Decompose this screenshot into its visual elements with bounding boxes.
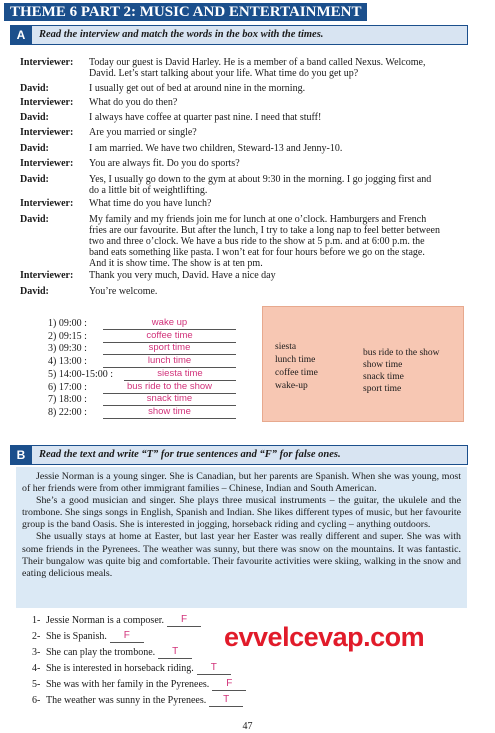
statement-answer: F xyxy=(180,614,188,625)
speech-line: two and three o’clock. We have a bus ride to the show at 5 p.m. and at 6:00 p.m. the xyxy=(89,236,425,247)
section-a-letter: A xyxy=(10,25,32,45)
speech-line: fries are our favourite. But after the lunch, I try to take a long nap to feel better between xyxy=(89,225,440,236)
statement-answer: T xyxy=(223,694,230,705)
match-row xyxy=(48,382,248,394)
speaker-label: David: xyxy=(20,143,49,154)
statement-text: The weather was sunny in the Pyrenees. xyxy=(46,695,207,706)
word-box-item: siesta xyxy=(275,342,297,352)
statement-number: 5- xyxy=(32,679,41,690)
speaker-label: Interviewer: xyxy=(20,97,74,108)
match-answer: show time xyxy=(148,405,191,417)
speech-line: I usually get out of bed at around nine in the morning. xyxy=(89,83,306,94)
speech-line: What time do you have lunch? xyxy=(89,198,212,209)
speech-line: Are you married or single? xyxy=(89,127,197,138)
match-answer: bus ride to the show xyxy=(126,380,213,392)
statement-text: She can play the trombone. xyxy=(46,647,156,658)
section-b-letter: B xyxy=(10,445,32,465)
speaker-label: David: xyxy=(20,214,49,225)
match-answer: coffee time xyxy=(146,329,193,341)
speech-text xyxy=(89,198,477,209)
match-row xyxy=(48,356,248,368)
speech-line: I always have coffee at quarter past nine. I need that stuff! xyxy=(89,112,322,123)
speech-text xyxy=(89,57,477,79)
answer-blank[interactable] xyxy=(212,679,246,691)
statement-number: 2- xyxy=(32,631,41,642)
statement-number: 4- xyxy=(32,663,41,674)
match-row xyxy=(48,318,248,330)
section-a-header xyxy=(10,25,468,45)
statement-row xyxy=(32,614,201,627)
match-answer: snack time xyxy=(146,393,193,405)
reading-text xyxy=(16,467,467,608)
statement-row xyxy=(32,630,144,643)
match-answer: lunch time xyxy=(147,355,192,367)
answer-blank[interactable] xyxy=(158,647,192,659)
section-b-header xyxy=(10,445,468,465)
word-box-item: coffee time xyxy=(275,368,318,378)
match-answer: wake up xyxy=(151,317,188,328)
word-box-item: snack time xyxy=(363,372,404,382)
speech-text xyxy=(89,214,477,269)
speech-line: What do you do then? xyxy=(89,97,178,108)
match-time: 6) 17:00 : xyxy=(48,381,87,393)
statement-number: 6- xyxy=(32,695,41,706)
word-box xyxy=(262,306,464,422)
match-row xyxy=(48,343,248,355)
speech-line: You are always fit. Do you do sports? xyxy=(89,158,240,169)
speech-text xyxy=(89,286,477,297)
match-time: 3) 09:30 : xyxy=(48,343,87,355)
speech-text xyxy=(89,174,477,196)
statement-number: 1- xyxy=(32,615,41,626)
answer-blank[interactable] xyxy=(103,418,236,419)
statement-answer: F xyxy=(123,630,130,641)
statement-row xyxy=(32,662,231,675)
speech-line: And it is show time. The show is at ten pm. xyxy=(89,258,263,269)
answer-blank[interactable] xyxy=(209,695,243,707)
reading-paragraph: Jessie Norman is a young singer. She is Canadian, but her parents are Spanish. When she was young, most of her friends were from other immigrant families – Chinese, Indian and South American. xyxy=(22,471,461,495)
speech-line: Thank you very much, David. Have a nice day xyxy=(89,270,276,281)
speech-text xyxy=(89,83,477,94)
speech-text xyxy=(89,270,477,281)
speech-line: I am married. We have two children, Steward-13 and Jenny-10. xyxy=(89,143,343,154)
statement-text: She is Spanish. xyxy=(46,631,107,642)
statement-answer: T xyxy=(210,662,217,673)
statement-text: Jessie Norman is a composer. xyxy=(46,615,165,626)
speaker-label: David: xyxy=(20,83,49,94)
statement-answer: T xyxy=(172,646,179,657)
answer-blank[interactable] xyxy=(167,615,201,627)
match-answer: siesta time xyxy=(157,367,203,379)
match-row xyxy=(48,407,248,419)
match-answer: sport time xyxy=(148,342,191,354)
speaker-label: David: xyxy=(20,174,49,185)
speech-line: do a little bit of weightlifting. xyxy=(89,185,208,196)
match-row xyxy=(48,394,248,406)
word-box-item: lunch time xyxy=(275,355,316,365)
match-time: 5) 14:00-15:00 : xyxy=(48,368,113,380)
statement-row xyxy=(32,646,192,659)
match-time: 4) 13:00 : xyxy=(48,356,87,368)
word-box-item: sport time xyxy=(363,384,402,394)
statement-answer: F xyxy=(226,678,233,689)
statement-row xyxy=(32,694,243,707)
statement-text: She was with her family in the Pyrenees. xyxy=(46,679,210,690)
watermark: evvelcevap.com xyxy=(224,622,425,652)
answer-blank[interactable] xyxy=(197,663,231,675)
speech-text xyxy=(89,97,477,108)
speech-line: My family and my friends join me for lunch at one o’clock. Hamburgers and French xyxy=(89,214,427,225)
speech-text xyxy=(89,143,477,154)
match-time: 2) 09:15 : xyxy=(48,330,87,342)
speech-line: You’re welcome. xyxy=(89,286,158,297)
match-row xyxy=(48,369,248,381)
speech-text xyxy=(89,158,477,169)
word-box-item: bus ride to the show xyxy=(363,348,440,358)
speech-line: band eats something like pasta. I won’t eat for four hours before we go on the stage. xyxy=(89,247,425,258)
statement-number: 3- xyxy=(32,647,41,658)
speaker-label: David: xyxy=(20,286,49,297)
reading-paragraph: She usually stays at home at Easter, but last year her Easter was really different and super. She was with some friends in the Pyrenees. The weather was sunny, but there was snow on the mountains. It was fantastic. Their bungalow was quite big and comfortable. Their favourite activities were skiing, walking in the snow and eating delicious meals. xyxy=(22,531,461,579)
statement-text: She is interested in horseback riding. xyxy=(46,663,194,674)
match-row xyxy=(48,331,248,343)
match-time: 8) 22:00 : xyxy=(48,406,87,418)
answer-blank[interactable] xyxy=(110,631,144,643)
speaker-label: Interviewer: xyxy=(20,127,74,138)
match-time: 7) 18:00 : xyxy=(48,394,87,406)
word-box-item: wake-up xyxy=(275,381,308,391)
speaker-label: Interviewer: xyxy=(20,57,74,68)
page-number: 47 xyxy=(242,721,253,732)
speaker-label: Interviewer: xyxy=(20,198,74,209)
statement-row xyxy=(32,678,246,691)
speaker-label: Interviewer: xyxy=(20,158,74,169)
reading-paragraph: She’s a good musician and singer. She plays three musical instruments – the guitar, the ukulele and the trombone. She sings songs in English, Spanish and Indian. She likes different types of music, but her favourite group is the band Oasis. She is interested in jogging, horseback riding and cycling – anything outdoors. xyxy=(22,495,461,531)
speech-line: Yes, I usually go down to the gym at about 9:30 in the morning. I go jogging first and xyxy=(89,174,432,185)
section-a-instruction: Read the interview and match the words in the box with the times. xyxy=(39,29,324,40)
section-b-instruction: Read the text and write “T” for true sentences and “F” for false ones. xyxy=(39,449,341,460)
match-time: 1) 09:00 : xyxy=(48,318,87,329)
speech-line: Today our guest is David Harley. He is a member of a band called Nexus. Welcome, xyxy=(89,57,426,68)
page-title: THEME 6 PART 2: MUSIC AND ENTERTAINMENT xyxy=(4,3,367,21)
speech-text xyxy=(89,127,477,138)
speech-text xyxy=(89,112,477,123)
word-box-item: show time xyxy=(363,360,403,370)
speaker-label: David: xyxy=(20,112,49,123)
speaker-label: Interviewer: xyxy=(20,270,74,281)
speech-line: David. Let’s start talking about your life. What time do you get up? xyxy=(89,68,359,79)
